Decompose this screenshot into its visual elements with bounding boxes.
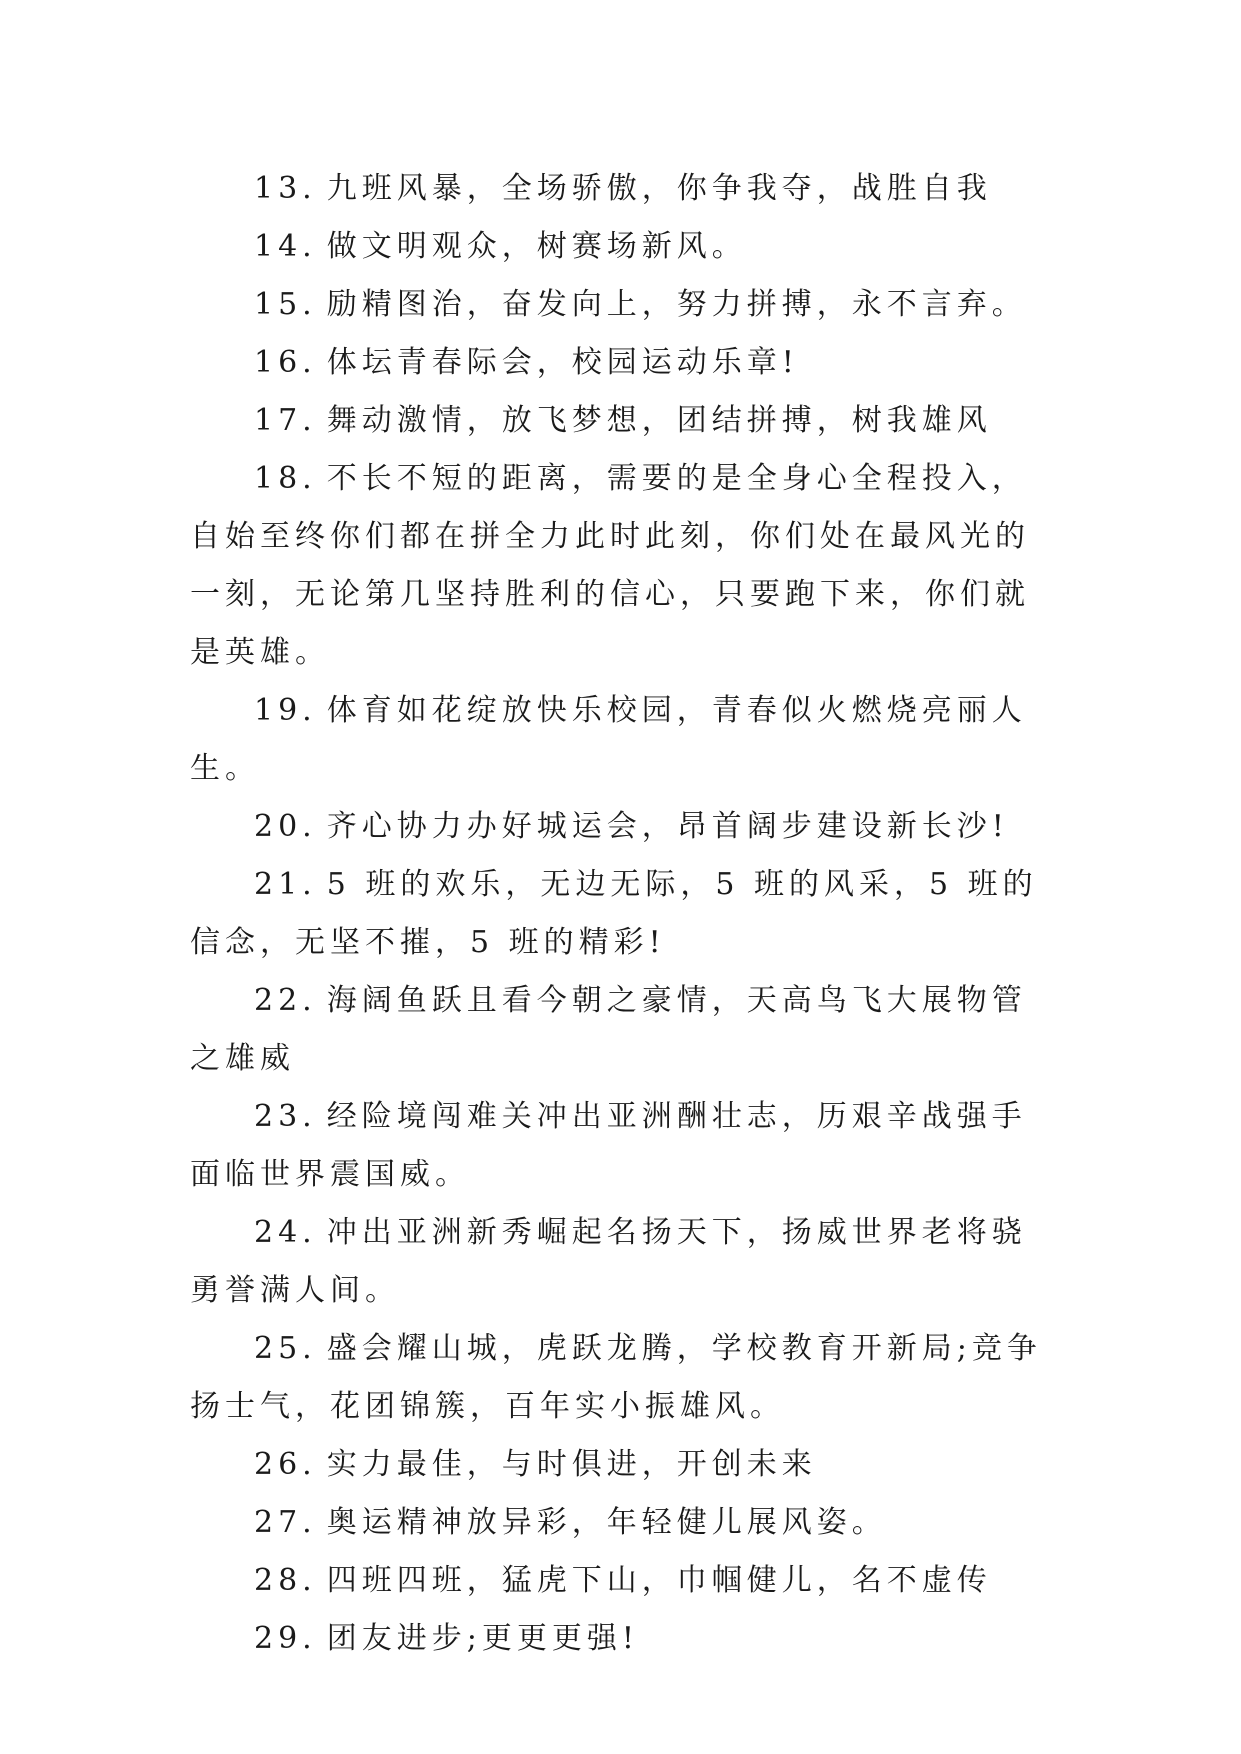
- item-text: 实力最佳，与时俱进，开创未来: [326, 1447, 817, 1482]
- paragraph-19: [190, 682, 1060, 798]
- document-body: [190, 160, 1060, 1668]
- item-text: 四班四班，猛虎下山，巾帼健儿，名不虚传: [326, 1563, 992, 1598]
- item-text: 九班风暴，全场骄傲，你争我夺，战胜自我: [326, 171, 992, 206]
- paragraph-22: [190, 972, 1060, 1088]
- item-text: 体坛青春际会，校园运动乐章!: [326, 345, 799, 380]
- item-text: 做文明观众，树赛场新风。: [326, 229, 747, 264]
- paragraph-15: [190, 276, 1060, 334]
- paragraph-23: [190, 1088, 1060, 1204]
- item-text: 不长不短的距离，需要的是全身心全程投入，自始至终你们都在拼全力此时此刻，你们处在最风光的一刻，无论第几坚持胜利的信心，只要跑下来，你们就是英雄。: [190, 461, 1030, 670]
- paragraph-25: [190, 1320, 1060, 1436]
- item-number: 15.: [254, 287, 317, 322]
- item-number: 29.: [254, 1621, 317, 1656]
- item-number: 16.: [254, 345, 317, 380]
- item-number: 21.: [254, 867, 317, 902]
- item-text: 盛会耀山城，虎跃龙腾，学校教育开新局;竞争扬士气，花团锦簇，百年实小振雄风。: [190, 1331, 1042, 1424]
- paragraph-26: [190, 1436, 1060, 1494]
- paragraph-14: [190, 218, 1060, 276]
- item-text: 励精图治，奋发向上，努力拼搏，永不言弃。: [326, 287, 1027, 322]
- item-number: 18.: [254, 461, 317, 496]
- paragraph-28: [190, 1552, 1060, 1610]
- item-number: 13.: [254, 171, 317, 206]
- item-number: 27.: [254, 1505, 317, 1540]
- item-text: 团友进步;更更更强!: [326, 1621, 639, 1656]
- item-number: 14.: [254, 229, 317, 264]
- item-text: 5 班的欢乐，无边无际，5 班的风采，5 班的信念，无坚不摧，5 班的精彩!: [190, 867, 1038, 960]
- paragraph-17: [190, 392, 1060, 450]
- item-number: 25.: [254, 1331, 317, 1366]
- item-text: 冲出亚洲新秀崛起名扬天下，扬威世界老将骁勇誉满人间。: [190, 1215, 1027, 1308]
- item-number: 24.: [254, 1215, 317, 1250]
- paragraph-18: [190, 450, 1060, 682]
- paragraph-20: [190, 798, 1060, 856]
- paragraph-21: [190, 856, 1060, 972]
- item-text: 奥运精神放异彩，年轻健儿展风姿。: [326, 1505, 887, 1540]
- item-number: 20.: [254, 809, 317, 844]
- item-number: 23.: [254, 1099, 317, 1134]
- item-text: 经险境闯难关冲出亚洲酬壮志，历艰辛战强手面临世界震国威。: [190, 1099, 1027, 1192]
- paragraph-27: [190, 1494, 1060, 1552]
- paragraph-16: [190, 334, 1060, 392]
- paragraph-29: [190, 1610, 1060, 1668]
- item-number: 17.: [254, 403, 317, 438]
- item-number: 26.: [254, 1447, 317, 1482]
- paragraph-24: [190, 1204, 1060, 1320]
- item-number: 28.: [254, 1563, 317, 1598]
- item-text: 舞动激情，放飞梦想，团结拼搏，树我雄风: [326, 403, 992, 438]
- item-text: 齐心协力办好城运会，昂首阔步建设新长沙!: [326, 809, 1009, 844]
- item-text: 海阔鱼跃且看今朝之豪情，天高鸟飞大展物管之雄威: [190, 983, 1027, 1076]
- item-number: 22.: [254, 983, 317, 1018]
- item-number: 19.: [254, 693, 317, 728]
- paragraph-13: [190, 160, 1060, 218]
- item-text: 体育如花绽放快乐校园，青春似火燃烧亮丽人生。: [190, 693, 1027, 786]
